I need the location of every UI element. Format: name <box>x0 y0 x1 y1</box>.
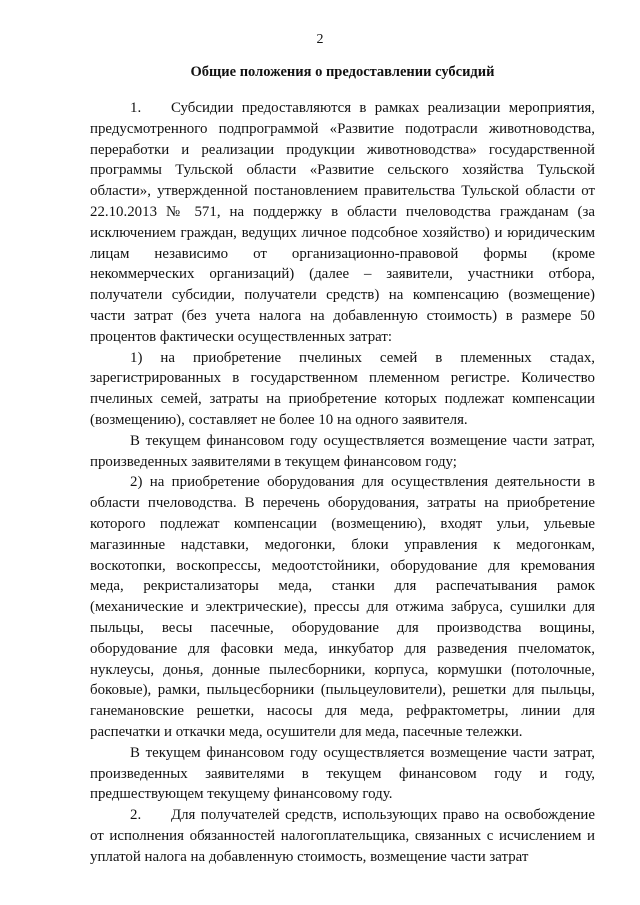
page-number: 2 <box>316 32 324 47</box>
paragraph: В текущем финансовом году осуществляется возмещение части затрат, произведенных заявителями в текущем финансовом году; <box>90 432 595 470</box>
section-heading: Общие положения о предоставлении субсидий <box>190 64 495 80</box>
paragraph: 2) на приобретение оборудования для осуществления деятельности в области пчеловодства. В перечень оборудования, затраты на приобретение которого подлежат компенсации (возмещению), входят ульи, ульевые магазинные надставки, медогонки, блоки управления к медогонкам, воскотопки, воскопрессы, медоотстойники, оборудование для кремования меда, рекристализаторы меда, станки для распечатывания рамок (механические и электрические), прессы для отжима забруса, сушилки для пыльцы, весы пасечные, оборудование для производства вощины, оборудование для фасовки меда, инкубатор для разведения пчеломаток, нуклеусы, донья, донные пылесборники, корпуса, кормушки (потолочные, боковые), рамки, пыльцесборники (пыльцеуловители), решетки для пыльцы, ганемановские решетки, насосы для меда, рефрактометры, линии для распечатки и откачки меда, осушители для меда, пасечные тележки. <box>90 474 595 740</box>
paragraph: 1. Субсидии предоставляются в рамках реализации мероприятия, предусмотренного подпрограммой «Развитие подотрасли животноводства, переработки и реализации продукции животноводства» государственной программы Тульской области «Развитие сельского хозяйства Тульской области», утвержденной постановлением правительства Тульской области от 22.10.2013 № 571, на поддержку в области пчеловодства гражданам (за исключением граждан, ведущих личное подсобное хозяйство) и юридическим лицам независимо от организационно-правовой формы (кроме некоммерческих организаций) (далее – заявители, участники отбора, получатели субсидии, получатели средств) на компенсацию (возмещение) части затрат (без учета налога на добавленную стоимость) в размере 50 процентов фактически осуществленных затрат: <box>90 100 595 345</box>
document-body <box>90 98 595 867</box>
paragraph: В текущем финансовом году осуществляется возмещение части затрат, произведенных заявителями в текущем финансовом году и году, предшествующем текущему финансовому году. <box>90 744 595 803</box>
paragraph: 1) на приобретение пчелиных семей в племенных стадах, зарегистрированных в государственном племенном регистре. Количество пчелиных семей, затраты на приобретение которых подлежат компенсации (возмещению), составляет не более 10 на одного заявителя. <box>90 349 595 428</box>
paragraph: 2. Для получателей средств, использующих право на освобождение от исполнения обязанностей налогоплательщика, связанных с исчислением и уплатой налога на добавленную стоимость, возмещение части затрат <box>90 807 595 865</box>
